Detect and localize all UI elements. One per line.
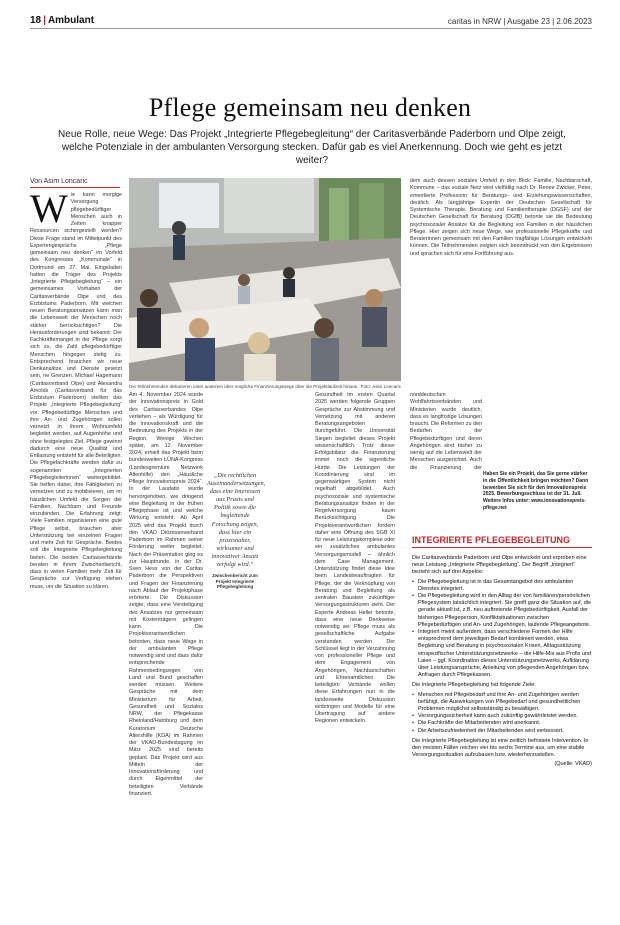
article-lead: Neue Rolle, neue Wege: Das Projekt „Integrierte Pflegebegleitung“ der Caritasverbände Paderborn und Olpe zeigt, welche Potenziale in der ambulanten Versorgung stecken. Dafür gab es viel Anerkennung. Doch wie geht es jetzt weiter? bbox=[58, 129, 566, 166]
photo-credit: Foto: Asim Loncaric bbox=[360, 384, 401, 389]
infobox-goals-intro: Die Integrierte Pflegebegleitung hat folgende Ziele: bbox=[412, 682, 536, 689]
infobox-aspects-list bbox=[412, 579, 592, 680]
infobox-goals-list bbox=[412, 692, 592, 735]
article-column-2a bbox=[129, 392, 203, 912]
infobox-source: (Quelle: VKAD) bbox=[554, 761, 592, 768]
article-column-3 bbox=[315, 392, 395, 912]
infobox-title: INTEGRIERTE PFLEGEBEGLEITUNG bbox=[412, 535, 592, 548]
photo-caption: Die Teilnehmenden diskutieren unter anderem über mögliche Finanzierungswege über die Projektlaufzeit hinaus. bbox=[129, 384, 359, 389]
header-separator: | bbox=[43, 15, 46, 26]
infobox bbox=[412, 555, 592, 771]
article-column-4 bbox=[410, 392, 482, 472]
column-5-text: dem auch dessen soziales Umfeld in den Blick: Familie, Nachbarschaft, Kommune – das soziale Netz wird vielfältig nach Dr. Renee Zwicker, Peter, emeritierte Professorin für Beratungs- und Erziehungswissenschaften, deutlich. Als langjährige Expertin der Deutschen Gesellschaft für Systemische Therapie, Beratung und Familientherapie (DGSF) und der Deutschen Gesellschaft für Beratung (DGfB) betonte sie die Bedeutung psychosozialer Ansätze für die Begleitung von Familien in der häuslichen Pflege. Hier zeigen sich neue Wege, wie professionelle Pflegekräfte und Beraterinnen gemeinsam mit den Familien tragfähige Lösungen entwickeln können. Die Teilnehmenden zeigten sich beeindruckt von den Ergebnissen und sprachen sich für eine Fortführung aus. bbox=[410, 178, 592, 257]
article-photo bbox=[129, 178, 401, 381]
infobox-goal: • Menschen mit Pflegebedarf und ihre An- und Zugehörigen werden befähigt, die Auswirkungen von Pflegebedarf und gesundheitlichen Problemen möglichst selbstständig zu bewältigen. bbox=[412, 692, 592, 714]
infobox-goal: • Die Arbeitszufriedenheit der Mitarbeitenden wird verbessert. bbox=[412, 728, 592, 735]
infobox-aspect: • Integriert meint außerdem, dass verschiedene Formen der Hilfe entsprechend dem jeweiligen Bedarf kombiniert werden, etwa Begleitung und Beratung in psychosozialen Krisen, Alltagsstützung einspezifischer Unterstützungsnetzwerke – die Hilfe-Mix aus Profis und Laien – ggf. Koordination dieses Unterstützungsnetzwerks, Aufklärung über Leistungsansprüche, Anleitung von pflegenden Angehörigen bzw. Anfragen durch Pflegekassen. bbox=[412, 629, 592, 679]
pull-quote-text: „Die rechtlichen Auseinandersetzungen, dass eine Interessen aus Praxis und Politik sowie die begleitende Forschung zeigen, dass hier ein praxisnaher, wirksamer und innovativer Ansatz verfolgt wird.“ bbox=[207, 472, 266, 569]
infobox-intro: Die Caritasverbände Paderborn und Olpe entwickeln und erproben eine neue Leistung „Integrierte Pflegebegleitung“. Der Begriff „Integriert“ bezieht sich auf drei Aspekte: bbox=[412, 555, 587, 576]
column-3-text: Gesundheit im ersten Quartal 2025 werden folgende Gruppen Gespräche zur Abstimmung und Vernetzung mit anderen Beratungsangeboten durchgeführt. Die Universität Siegen begleitet dieses Projekt wissenschaftlich. Trotz dieser Erfolgsbilanz die Finanzierung immer noch die eigentliche Hürde. Die Leistungen der Koordinierung sind im gegenwärtigen System nicht regelhaft abgebildet. Auch psychosoziale und systemische Beratungsansätze finden in der Regelversorgung kaum Berücksichtigung. Die Projektverantwortlichen fordern daher eine Öffnung des SGB XI für neue Leistungskomplexe oder ein zusätzliches ambulantes Versorgungsmodell – ähnlich dem Case Management. Unterstützung findet diese Idee beim Landesbeauftragten für Pflege, der die Verknüpfung von Beratung und Begleitung als zentralen Baustein zukünftiger Versorgungsstrukturen sieht. Der Experte Andreas Heller betonte, dass eine neue Denkweise notwendig sei: Pflege muss als gesellschaftliche Aufgabe verstanden werden. Der Schlüssel liegt in der Verzahnung von professioneller Pflege und dem Engagement von Angehörigen, Nachbarschaften und Ehrenamtlichen. Die beteiligten Verbände wollen diese Erfahrungen nun in die landesweite Diskussion einbringen und Modelle für eine Übertragung auf andere Regionen entwickeln. bbox=[315, 392, 395, 725]
column-4-text: norddeutschen Wohlfahrtsverbänden und Ministerien wurde deutlich, dass es langfristige Lösungen braucht. Die Reformen zu den Bedarfen der Pflegebedürftigen und deren Angehörigen sind bisher zu wenig auf die Lebenswelt der Menschen ausgerichtet. Auch die Finanzierung der bbox=[410, 392, 482, 471]
drop-cap: W bbox=[30, 192, 68, 231]
column-2a-text: Am 4. November 2024 wurde der Innovationspreis in Gold des Caritasverbandes Olpe verliehen – als Würdigung für die Innovationskraft und die Bedeutung des Projekts in der Region. Wenige Wochen später, am 12. November 2024, erhielt das Projekt beim bundesweiten LÜNA-Kongress (Landesgremium Netzwerk Altenhilfe) den „Häusliche Pflege Innovationspreis 2024“. In der Laudatio wurde hervorgehoben, wie dringend eine Begleitung in der frühen Pflegephase ist und welche Wirkung entsteht. Ab April 2025 wird das Projekt durch den VKAD Diözesanverband Paderborn im Rahmen seiner Förderung weiter begleitet. Nach der Präsentation ging es zur Hauptrunde, in der Dr. Sven Hess von der Caritas Paderborn die Perspektiven und Fragen der Finanzierung nach Ablauf der Projektphase erörterte. Die Diskussion zeigte, dass eine Verstetigung des Ansatzes nur gemeinsam mit Kostenträgern gelingen kann. Die Projektverantwortlichen betonten, dass neue Wege in der ambulanten Pflege notwendig sind und dass dafür entsprechende Rahmenbedingungen von Land und Bund geschaffen werden müssen. Weitere Gespräche mit dem Ministerium für Arbeit, Gesundheit und Soziales NRW, der Pflegekasse Rheinland/Hamburg und dem Kuratorium Deutsche Altershilfe (KDA) im Rahmen der VKAD-Bundestagung im März 2025 sind bereits geplant. Das Projekt wird aus Mitteln der Innovationsförderung und durch Eigenmittel der beteiligten Verbände finanziert. bbox=[129, 392, 203, 797]
article-column-1 bbox=[30, 192, 122, 912]
pull-quote-source: Zwischenbericht zum Projekt Integrierte Pflegebegleitung bbox=[212, 573, 258, 590]
page-number: 18 bbox=[30, 15, 42, 26]
pull-quote bbox=[207, 472, 266, 590]
issue-info: caritas in NRW | Ausgabe 23 | 2.06.2023 bbox=[447, 17, 592, 26]
innovation-prize-note: Haben Sie ein Projekt, das Sie gerne stärker in die Öffentlichkeit bringen möchten? Dann bewerben Sie sich für den Innovationspreis 2025. Bewerbungsschluss ist der 31. Juli. Weitere Infos unter: www.innovationspreis-pflege.net bbox=[483, 471, 589, 511]
conference-room-illustration bbox=[129, 178, 401, 381]
infobox-goal: • Die Fachkräfte der Mitarbeitenden wird anerkannt. bbox=[412, 720, 592, 727]
column-1-text: ie kann morgige Versorgung pflegebedürftiger Menschen auch in Zeiten knapper Ressourcen sichergestellt werden? Diese Frage stand im Mittelpunkt des Expertengesprächs „Pflege gemeinsam neu denken“ im Vorfeld des Kongresses „Kommunale“ in Dortmund am 27. Mai. Eingeladen hatten die Träger des Projekts „Integrierte Pflegebegleitung“ – ein gemeinsames Vorhaben der Caritasverbände Olpe und des Erzbistums Paderborn. Mit welchen neuen Beratungsansätzen kann man die Lebenswelt der Menschen noch stärker berücksichtigen? Die Herausforderungen sind bekannt: Der Fachkräftemangel in der Pflege sorgt sich zu, die Zahl pflegebedürftiger Menschen hingegen stetig zu. Entsprechend brauchen wir neue Denkansätze und Dienste gesetzt sein, ne Grenzen. Michael Hagemann (Caritasverband Olpe) und Alexandra Arnolds (Caritasverband für das Erzbistum Paderborn) stellten das Projekt „Integrierte Pflegebegleitung“ vor. Pflegebedürftige Menschen und ihre An- und Zugehörigen sollen vernetzt in ihrem Wohnumfeld begleitet werden, auf Augenhöhe und ohne festgelegtes Ziel. Pflege gewinnt dadurch eine neue Qualität und Entlastung entsteht für alle Beteiligten. Die Pflegefachkräfte werden dafür zu sogenannten „Integrierten Pflegebegleiterinnen“ weitergebildet. Sie helfen dabei, ihre Fähigkeiten zu vernetzen und zu mobilisieren, um im häuslichen Umfeld die Sorgen der Familien, Nachbarn und Freunde einzubinden. Die Erfahrung zeigt: Viele Familien organisieren eine gute Pflege selbst, brauchen aber Unterstützung bei einzelnen Fragen und mehr Zeit für Gespräche. Beides soll die Integrierte Pflegebegleitung bieten. Die beiden Caritasverbände beraten in ihrem Zwischenbericht, dass in vielen Familien mehr Zeit für Gespräche zur Verfügung stehen muss, um die Situation zu klären. bbox=[30, 192, 122, 590]
article-title: Pflege gemeinsam neu denken bbox=[148, 93, 472, 122]
article-column-5 bbox=[410, 178, 592, 390]
infobox-aspect: • Die Pflegebegleitung wird in den Alltag der von familiären/persönlichen Pflegesystem tatsächlich integriert. Sie greift ganz die Situation auf, die gerade aktuell ist, z.B. neu auftretende Pflegebedürftigkeit, Ausfall der bisherigen Pflegeperson, Konfliktsituationen zwischen Pflegebedürftigen und An- und Zugehörigen, laufende Pflegeangebote. bbox=[412, 593, 592, 629]
infobox-outro: Die Integrierte Pflegebegleitung ist eine zeitlich befristete Intervention. In den meisten Fällen reichen vier bis sechs Termine aus, um eine stabile Versorgungssituation aufzubauen bzw. wiederherzustellen. bbox=[412, 737, 589, 759]
byline: Von Asim Loncaric bbox=[30, 178, 120, 188]
infobox-aspect: • Die Pflegebegleitung ist in das Gesamtangebot des ambulanten Dienstes integriert. bbox=[412, 579, 592, 593]
page-header-left bbox=[30, 15, 94, 26]
infobox-goal: • Versorgungssicherheit kann auch zukünftig gewährleistet werden. bbox=[412, 713, 592, 720]
header-rule bbox=[30, 28, 592, 29]
page-header bbox=[30, 10, 592, 26]
photo-caption-row bbox=[129, 384, 401, 389]
section-name: Ambulant bbox=[47, 15, 95, 26]
